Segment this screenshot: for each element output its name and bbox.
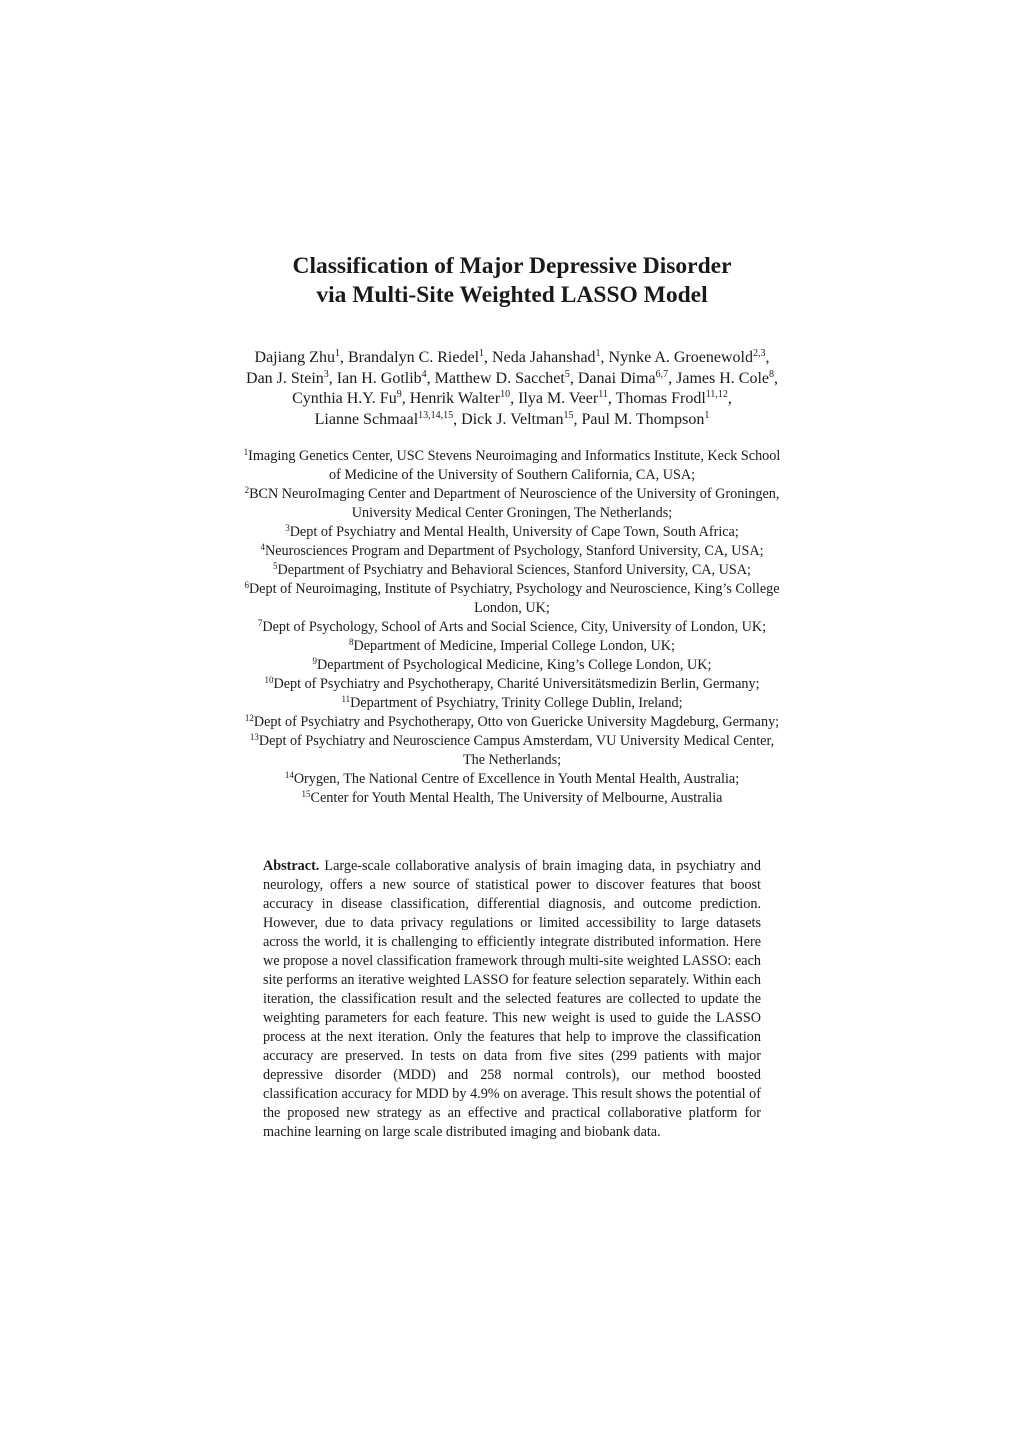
- author-name: Brandalyn C. Riedel: [347, 349, 480, 366]
- affiliation-text: Center for Youth Mental Health, The University of Melbourne, Australia: [310, 790, 723, 806]
- author-separator: ,: [426, 369, 435, 387]
- affiliation-text: of Medicine of the University of Southern California, CA, USA;: [328, 467, 696, 483]
- affiliation-text: Dept of Psychiatry and Psychotherapy, Charité Universitätsmedizin Berlin, Germany;: [273, 676, 760, 692]
- author-name: Ilya M. Veer: [518, 390, 599, 407]
- affiliation-line: [0, 637, 1024, 656]
- author-affiliation-mark: 8: [768, 368, 774, 380]
- affiliation-text: Department of Psychiatry, Trinity College Dublin, Ireland;: [350, 695, 683, 711]
- affiliation-text: Dept of Psychiatry and Neuroscience Campus Amsterdam, VU University Medical Center,: [258, 733, 775, 749]
- affiliation-text: London, UK;: [474, 600, 550, 616]
- author-name: Danai Dima: [577, 369, 656, 387]
- affiliation-text: Dept of Neuroimaging, Institute of Psychiatry, Psychology and Neuroscience, King’s College: [248, 581, 780, 597]
- affiliation-number: 13: [249, 732, 259, 742]
- affiliation-number: 14: [284, 770, 294, 780]
- author-separator: ,: [600, 349, 609, 366]
- author-line: [0, 348, 1024, 369]
- author-separator: ,: [773, 369, 778, 387]
- affiliation-text: Dept of Psychiatry and Psychotherapy, Otto von Guericke University Magdeburg, Germany;: [253, 714, 780, 730]
- abstract-text: Large-scale collaborative analysis of brain imaging data, in psychiatry and neurology, offers a new source of statistical power to discover features that boost accuracy in disease classification, differential diagnosis, and outcome prediction. However, due to data privacy regulations or limited accessibility to large datasets across the world, it is challenging to efficiently integrate distributed information. Here we propose a novel classification framework through multi-site weighted LASSO: each site performs an iterative weighted LASSO for feature selection separately. Within each iteration, the classification result and the selected features are collected to update the weighting parameters for each feature. This new weight is used to guide the LASSO process at the next iteration. Only the features that help to improve the classification accuracy are preserved. In tests on data from five sites (299 patients with major depressive disorder (MDD) and 258 normal controls), our method boosted classification accuracy for MDD by 4.9% on average. This result shows the potential of the proposed new strategy as an effective and practical collaborative platform for machine learning on large scale distributed imaging and biobank data.: [263, 858, 761, 1140]
- author-affiliation-mark: 13,14,15: [418, 409, 454, 421]
- affiliation-text: Imaging Genetics Center, USC Stevens Neuroimaging and Informatics Institute, Keck School: [248, 448, 781, 464]
- affiliation-number: 2: [244, 485, 250, 495]
- affiliation-text: Department of Psychological Medicine, King’s College London, UK;: [317, 657, 712, 673]
- affiliation-line: [0, 675, 1024, 694]
- author-name: Dan J. Stein: [246, 369, 324, 387]
- affiliation-line: [0, 789, 1024, 808]
- affiliation-line: [0, 656, 1024, 675]
- author-affiliation-mark: 10: [500, 389, 511, 400]
- author-affiliation-mark: 3: [323, 368, 329, 380]
- affiliation-line: [0, 561, 1024, 580]
- author-affiliation-mark: 1: [704, 409, 710, 421]
- author-line: [0, 389, 1024, 410]
- affiliation-text: Department of Medicine, Imperial College London, UK;: [353, 638, 675, 654]
- title-line-2: via Multi-Site Weighted LASSO Model: [316, 282, 708, 308]
- affiliation-line: [0, 770, 1024, 789]
- affiliation-line: [0, 751, 1024, 770]
- author-separator: ,: [573, 410, 582, 428]
- author-name: Nynke A. Groenewold: [608, 349, 753, 366]
- author-affiliation-mark: 6,7: [655, 368, 669, 380]
- author-affiliation-mark: 4: [421, 368, 427, 380]
- author-name: Thomas Frodl: [615, 390, 706, 407]
- author-separator: ,: [510, 390, 519, 407]
- affiliation-line: [0, 466, 1024, 485]
- affiliation-line: [0, 580, 1024, 599]
- author-separator: ,: [339, 349, 348, 366]
- author-name: Dajiang Zhu: [254, 349, 335, 366]
- affiliation-number: 11: [341, 694, 351, 704]
- author-affiliation-mark: 11,12: [705, 389, 728, 400]
- paper-title: [0, 252, 1024, 310]
- author-name: Lianne Schmaal: [314, 410, 419, 428]
- author-separator: ,: [401, 390, 410, 407]
- affiliation-text: Orygen, The National Centre of Excellence in Youth Mental Health, Australia;: [293, 771, 740, 787]
- author-affiliation-mark: 15: [563, 409, 574, 421]
- affiliation-line: [0, 447, 1024, 466]
- author-affiliation-mark: 11: [598, 389, 608, 400]
- affiliation-text: Dept of Psychology, School of Arts and Social Science, City, University of London, UK;: [262, 619, 767, 635]
- affiliation-number: 4: [260, 542, 265, 552]
- affiliation-number: 8: [349, 637, 354, 647]
- author-list: [0, 348, 1024, 430]
- author-name: James H. Cole: [676, 369, 769, 387]
- affiliation-text: BCN NeuroImaging Center and Department of Neuroscience of the University of Groningen,: [249, 486, 780, 502]
- affiliation-line: [0, 542, 1024, 561]
- affiliation-number: 15: [301, 789, 311, 799]
- author-affiliation-mark: 9: [396, 389, 402, 400]
- affiliation-text: Department of Psychiatry and Behavioral Sciences, Stanford University, CA, USA;: [277, 562, 751, 578]
- author-separator: ,: [765, 349, 770, 366]
- author-affiliation-mark: 1: [595, 348, 601, 359]
- title-line-1: Classification of Major Depressive Disorder: [292, 253, 732, 279]
- author-affiliation-mark: 2,3: [752, 348, 766, 359]
- author-separator: ,: [607, 390, 616, 407]
- author-name: Neda Jahanshad: [492, 349, 596, 366]
- affiliation-text: Neurosciences Program and Department of Psychology, Stanford University, CA, USA;: [264, 543, 764, 559]
- affiliation-line: [0, 485, 1024, 504]
- affiliation-number: 1: [243, 447, 249, 457]
- author-affiliation-mark: 1: [334, 348, 340, 359]
- affiliation-text: University Medical Center Groningen, The Netherlands;: [351, 505, 673, 521]
- author-line: [0, 410, 1024, 431]
- affiliation-line: [0, 694, 1024, 713]
- affiliation-list: [0, 447, 1024, 808]
- author-separator: ,: [328, 369, 337, 387]
- author-affiliation-mark: 5: [564, 368, 570, 380]
- author-name: Paul M. Thompson: [581, 410, 705, 428]
- author-name: Henrik Walter: [409, 390, 501, 407]
- author-separator: ,: [484, 349, 493, 366]
- author-name: Ian H. Gotlib: [336, 369, 422, 387]
- affiliation-line: [0, 599, 1024, 618]
- affiliation-line: [0, 732, 1024, 751]
- author-name: Dick J. Veltman: [461, 410, 564, 428]
- affiliation-number: 3: [285, 523, 290, 533]
- author-separator: ,: [727, 390, 732, 407]
- affiliation-text: Dept of Psychiatry and Mental Health, University of Cape Town, South Africa;: [289, 524, 739, 540]
- affiliation-number: 12: [244, 713, 254, 723]
- affiliation-line: [0, 713, 1024, 732]
- affiliation-line: [0, 618, 1024, 637]
- abstract-label: Abstract.: [263, 858, 320, 874]
- affiliation-line: [0, 504, 1024, 523]
- author-name: Matthew D. Sacchet: [434, 369, 565, 387]
- affiliation-number: 6: [244, 580, 249, 590]
- author-name: Cynthia H.Y. Fu: [292, 390, 397, 407]
- author-affiliation-mark: 1: [479, 348, 485, 359]
- author-separator: ,: [453, 410, 462, 428]
- author-separator: ,: [668, 369, 677, 387]
- author-separator: ,: [569, 369, 578, 387]
- affiliation-number: 7: [257, 618, 263, 628]
- affiliation-number: 9: [312, 656, 318, 666]
- abstract: [263, 857, 761, 1142]
- affiliation-text: The Netherlands;: [462, 752, 562, 768]
- affiliation-number: 10: [264, 675, 274, 685]
- affiliation-line: [0, 523, 1024, 542]
- affiliation-number: 5: [273, 561, 278, 571]
- author-line: [0, 369, 1024, 390]
